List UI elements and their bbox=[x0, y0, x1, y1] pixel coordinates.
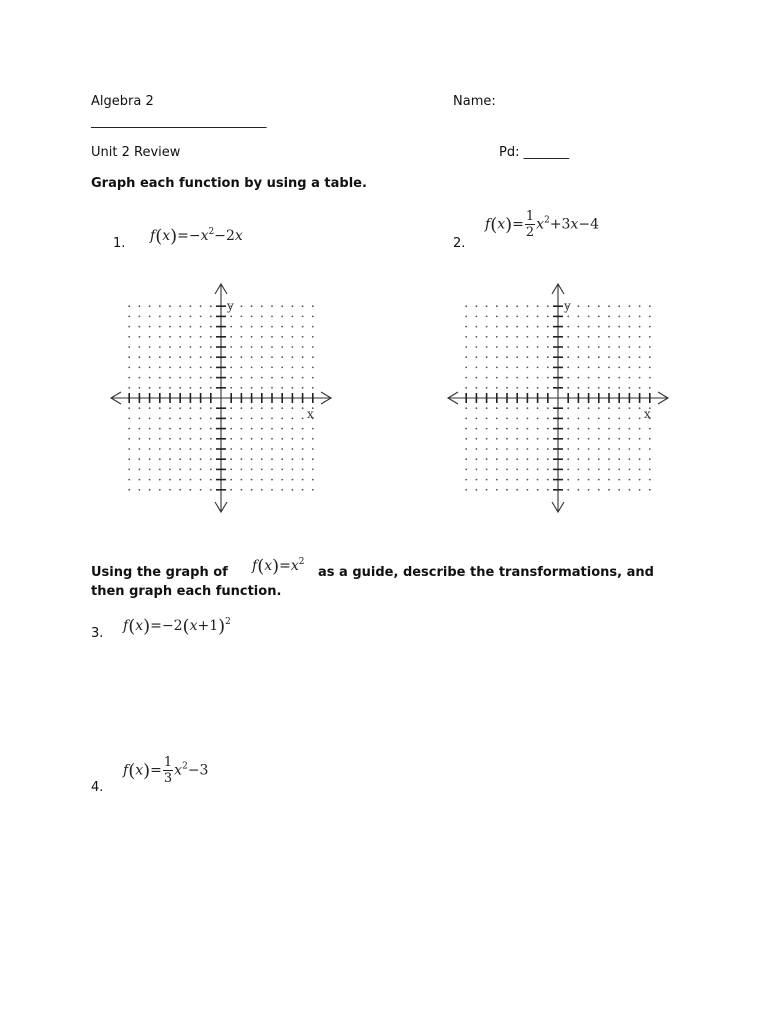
x-axis-label: x bbox=[644, 407, 651, 421]
coordinate-grid-1 bbox=[105, 280, 337, 516]
course-title: Algebra 2 bbox=[91, 94, 154, 109]
parent-function-equation: $f(x)=x^2$ bbox=[252, 556, 305, 577]
y-axis-label: y bbox=[564, 299, 571, 313]
period-label: Pd: bbox=[499, 145, 520, 160]
period-blank-line: _______ bbox=[523, 145, 570, 160]
name-blank-line: ___________________________ bbox=[91, 114, 267, 129]
problem-3-number: 3. bbox=[91, 626, 104, 641]
problem-2-number: 2. bbox=[453, 236, 466, 251]
x-axis-label: x bbox=[307, 407, 314, 421]
period-field bbox=[499, 145, 569, 160]
section2-instruction-post: as a guide, describe the transformations, and bbox=[318, 565, 654, 580]
coordinate-grid-2 bbox=[442, 280, 674, 516]
y-axis-label: y bbox=[227, 299, 234, 313]
axes bbox=[448, 284, 668, 512]
problem-1-number: 1. bbox=[113, 236, 126, 251]
section2-instruction-pre: Using the graph of bbox=[91, 565, 228, 580]
problem-1-equation: $f(x)=-x^2-2x$ bbox=[150, 226, 243, 247]
problem-4-number: 4. bbox=[91, 780, 104, 795]
problem-2-equation: f(x)= $\frac{1}{2}$ $x^2+3x-4$ bbox=[485, 209, 599, 240]
problem-3-equation: $f(x)=-2(x+1)^2$ bbox=[123, 616, 231, 637]
problem-4-equation: f(x)= $\frac{1}{3}$ $x^2-3$ bbox=[123, 755, 209, 786]
section2-instruction-line2: then graph each function. bbox=[91, 584, 282, 599]
name-label: Name: bbox=[453, 94, 496, 109]
axes bbox=[111, 284, 331, 512]
unit-title: Unit 2 Review bbox=[91, 145, 181, 160]
section1-instruction: Graph each function by using a table. bbox=[91, 176, 367, 191]
